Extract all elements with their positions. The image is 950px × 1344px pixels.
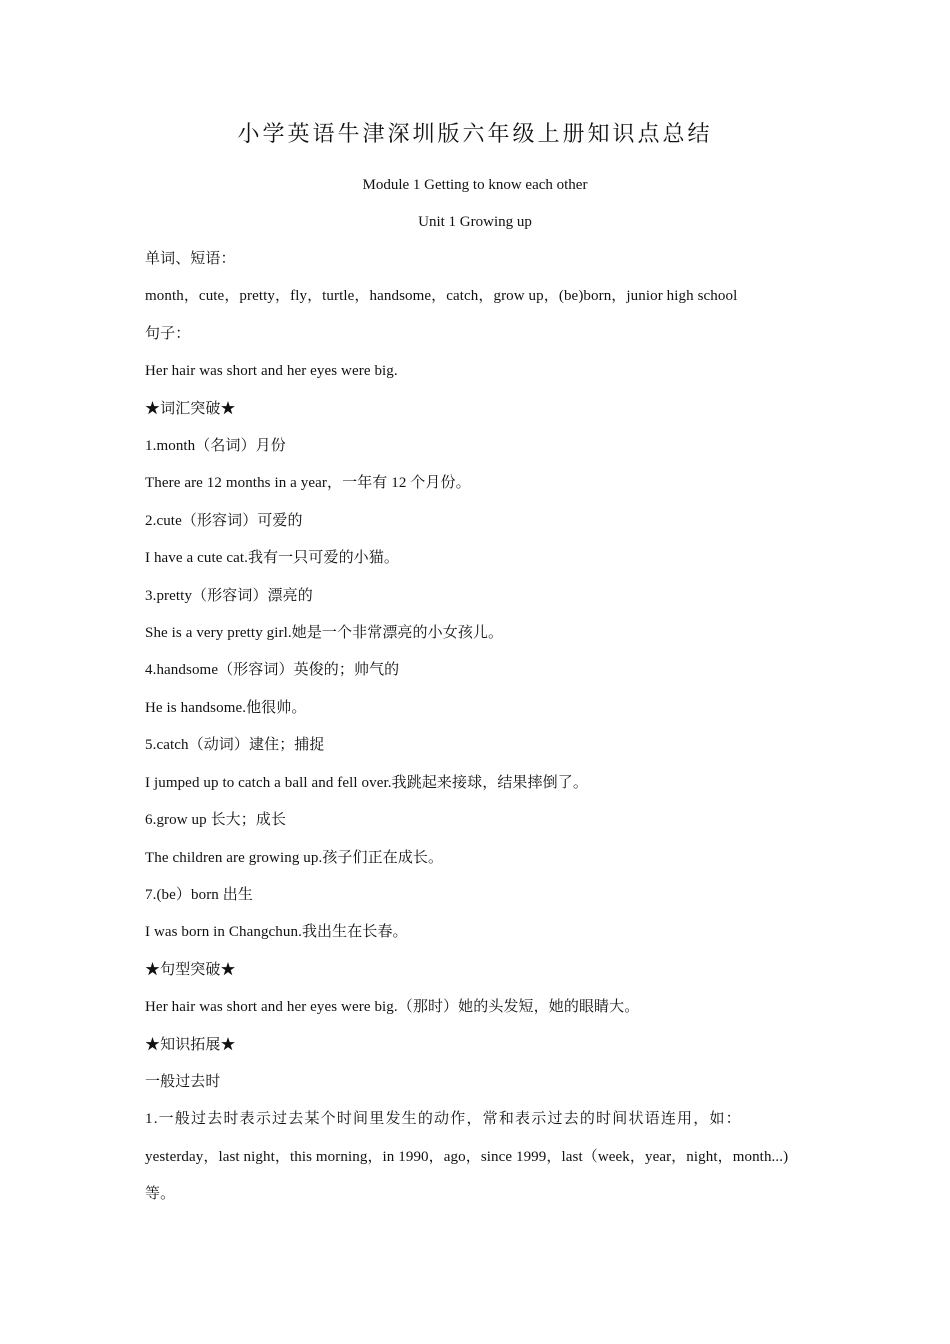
- vocab-example: She is a very pretty girl.她是一个非常漂亮的小女孩儿。: [145, 625, 504, 642]
- paragraph-line: 1.一般过去时表示过去某个时间里发生的动作，常和表示过去的时间状语连用，如：: [145, 1111, 742, 1128]
- paragraph-line: 等。: [145, 1186, 176, 1203]
- word-list: month，cute，pretty，fly，turtle，handsome，catch，grow up，(be)born，junior high school: [145, 288, 738, 305]
- section-label-sentences: 句子：: [145, 325, 191, 342]
- vocab-entry: 6.grow up 长大；成长: [145, 812, 287, 829]
- vocab-example: I was born in Changchun.我出生在长春。: [145, 924, 408, 941]
- vocab-entry: 2.cute（形容词）可爱的: [145, 512, 303, 529]
- topic-heading: 一般过去时: [145, 1073, 221, 1090]
- vocab-entry: 1.month（名词）月份: [145, 438, 286, 455]
- sentence-pattern: Her hair was short and her eyes were big.（那时）她的头发短，她的眼睛大。: [145, 999, 640, 1016]
- vocab-example: There are 12 months in a year，一年有 12 个月份。: [145, 475, 471, 492]
- vocab-entry: 5.catch（动词）逮住；捕捉: [145, 737, 325, 754]
- section-heading-sentence-patterns: ★句型突破★: [145, 961, 236, 978]
- vocab-entry: 7.(be）born 出生: [145, 886, 253, 903]
- module-heading: Module 1 Getting to know each other: [362, 177, 588, 193]
- vocab-example: The children are growing up.孩子们正在成长。: [145, 849, 444, 866]
- unit-heading: Unit 1 Growing up: [418, 214, 532, 230]
- key-sentence: Her hair was short and her eyes were big.: [145, 363, 398, 380]
- vocab-entry: 4.handsome（形容词）英俊的；帅气的: [145, 662, 400, 679]
- document-body: [145, 248, 815, 1221]
- vocab-example: I have a cute cat.我有一只可爱的小猫。: [145, 550, 399, 567]
- vocab-example: I jumped up to catch a ball and fell over.我跳起来接球，结果摔倒了。: [145, 774, 588, 791]
- document-title: 小学英语牛津深圳版六年级上册知识点总结: [237, 121, 713, 146]
- vocab-example: He is handsome.他很帅。: [145, 699, 307, 716]
- section-heading-vocabulary: ★词汇突破★: [145, 400, 236, 417]
- vocab-entry: 3.pretty（形容词）漂亮的: [145, 587, 313, 604]
- section-heading-knowledge-expansion: ★知识拓展★: [145, 1036, 236, 1053]
- section-label-words: 单词、短语：: [145, 251, 236, 267]
- paragraph-line: yesterday，last night，this morning，in 1990，ago，since 1999，last（week，year，night，month...): [145, 1148, 789, 1165]
